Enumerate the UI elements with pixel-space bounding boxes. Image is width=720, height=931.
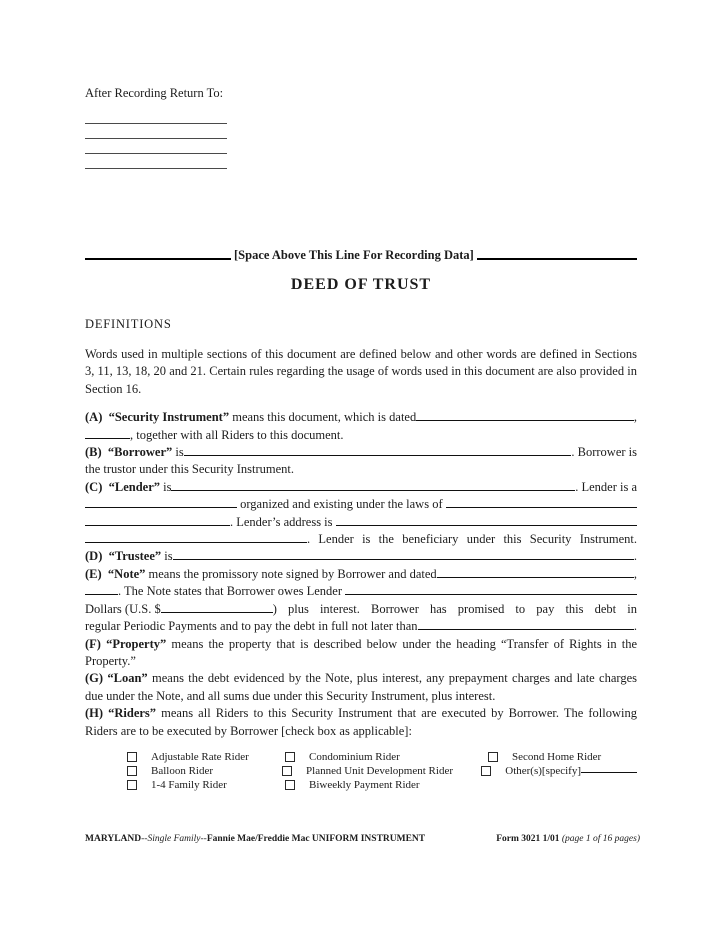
footer-separator: -- xyxy=(141,834,148,844)
rider-item xyxy=(127,751,285,763)
adjustable-rate-rider-checkbox[interactable] xyxy=(127,752,137,762)
definitions-intro: Words used in multiple sections of this document are defined below and other words are defined in Sections 3, 11, 13, 18, 20 and 21. Certain rules regarding the usage of words used in this document are also provided in Section 16. xyxy=(85,347,637,396)
def-h-term: (H) “Riders” xyxy=(85,706,157,721)
lender-name-blank-field[interactable] xyxy=(171,489,575,491)
footer-instrument: Fannie Mae/Freddie Mac UNIFORM INSTRUMENT xyxy=(206,834,426,844)
maturity-date-blank-field[interactable] xyxy=(418,628,634,630)
page-content xyxy=(85,0,637,792)
laws-of-blank-field-2[interactable] xyxy=(85,524,230,526)
def-d-line1 xyxy=(85,548,637,565)
return-to-blank-lines xyxy=(85,109,637,169)
def-e-line3 xyxy=(85,601,637,618)
second-home-rider-checkbox[interactable] xyxy=(488,752,498,762)
def-e-line2 xyxy=(85,583,637,600)
family-rider-checkbox[interactable] xyxy=(127,780,137,790)
def-c-line4-text: . Lender is the beneficiary under this Security Instrument. xyxy=(307,532,637,547)
def-e-punct: , xyxy=(633,566,637,581)
amount-numeric-blank-field[interactable] xyxy=(161,611,273,613)
def-h-paragraph xyxy=(85,705,637,740)
other-specify-blank-field[interactable] xyxy=(581,769,637,773)
def-g-text: means the debt evidenced by the Note, plus interest, any prepayment charges and late charges due under the Note, and all sums due under this Security Instrument, plus interest. xyxy=(85,671,637,703)
def-c-text: is xyxy=(160,479,172,494)
other-rider-checkbox[interactable] xyxy=(481,766,491,776)
footer-form-number xyxy=(496,833,640,845)
def-a-line2-text: , together with all Riders to this document. xyxy=(130,427,344,442)
rider-label: Planned Unit Development Rider xyxy=(306,764,453,777)
def-e-term: (E) “Note” xyxy=(85,566,146,581)
rider-label: Biweekly Payment Rider xyxy=(309,778,420,791)
banner-text: [Space Above This Line For Recording Data] xyxy=(234,248,474,262)
def-e-line2-text: . The Note states that Borrower owes Lender xyxy=(118,584,346,599)
return-to-block xyxy=(85,86,637,169)
footer-separator: -- xyxy=(200,834,207,844)
def-f-paragraph xyxy=(85,636,637,671)
def-c-line1 xyxy=(85,479,637,496)
def-e-line3-text-a: Dollars (U.S. $ xyxy=(85,601,161,616)
return-to-blank-line[interactable] xyxy=(85,154,227,169)
rider-item xyxy=(127,765,282,777)
def-c-line4 xyxy=(85,531,637,548)
def-c-term: (C) “Lender” xyxy=(85,479,160,494)
def-c-line3 xyxy=(85,514,637,531)
lender-address-blank-field[interactable] xyxy=(336,524,637,526)
footer-family: Single Family xyxy=(147,834,201,844)
balloon-rider-checkbox[interactable] xyxy=(127,766,137,776)
rider-label: Second Home Rider xyxy=(512,750,602,763)
rider-label: Other(s)[specify] xyxy=(505,764,581,777)
def-b-line2-text: the trustor under this Security Instrument. xyxy=(85,462,294,477)
def-e-line1 xyxy=(85,566,637,583)
def-h-text: means all Riders to this Security Instrument that are executed by Borrower. The following Riders are to be executed by Borrower [check box as applicable]: xyxy=(85,706,638,738)
page-title: DEED OF TRUST xyxy=(290,276,432,293)
rider-row xyxy=(85,778,637,792)
def-c-line3-text: . Lender’s address is xyxy=(230,514,336,529)
def-f-term: (F) “Property” xyxy=(85,636,167,651)
def-f-text: means the property that is described below under the heading “Transfer of Rights in the Property.” xyxy=(85,636,637,668)
lender-address-blank-field-2[interactable] xyxy=(85,541,307,543)
def-b-term: (B) “Borrower” xyxy=(85,445,173,460)
def-d-punct: . xyxy=(633,549,637,564)
note-year-blank-field[interactable] xyxy=(85,593,118,595)
def-e-line4-text: regular Periodic Payments and to pay the debt in full not later than xyxy=(85,619,418,634)
rider-label: 1-4 Family Rider xyxy=(151,778,227,791)
footer-form-identifier xyxy=(85,833,425,845)
def-a-text: means this document, which is dated xyxy=(229,410,417,425)
footer-form-code: Form 3021 1/01 xyxy=(496,834,562,844)
def-a-punct: , xyxy=(633,410,637,425)
def-b-line1 xyxy=(85,444,637,461)
page-footer xyxy=(85,833,640,845)
borrower-name-blank-field[interactable] xyxy=(184,454,572,456)
rider-item xyxy=(282,765,481,777)
year-blank-field[interactable] xyxy=(85,437,130,439)
rider-item xyxy=(285,751,488,763)
return-to-label: After Recording Return To: xyxy=(85,86,224,100)
def-b-text: is xyxy=(172,445,184,460)
rider-item xyxy=(481,765,637,777)
rider-item xyxy=(285,779,488,791)
return-to-blank-line[interactable] xyxy=(85,109,227,124)
note-date-blank-field[interactable] xyxy=(437,576,634,578)
rider-checkbox-grid xyxy=(85,750,637,792)
planned-unit-development-rider-checkbox[interactable] xyxy=(282,766,292,776)
def-b-line2 xyxy=(85,461,637,478)
def-c-punct: . Lender is a xyxy=(575,479,637,494)
def-b-punct: . Borrower is xyxy=(571,445,637,460)
def-a-line1 xyxy=(85,409,637,426)
rider-label: Adjustable Rate Rider xyxy=(151,750,249,763)
rider-item xyxy=(127,779,285,791)
banner-left-rule xyxy=(85,258,231,260)
def-g-term: (G) “Loan” xyxy=(85,671,148,686)
return-to-blank-line[interactable] xyxy=(85,139,227,154)
condominium-rider-checkbox[interactable] xyxy=(285,752,295,762)
def-a-term: (A) “Security Instrument” xyxy=(85,410,230,425)
def-c-line2-text: organized and existing under the laws of xyxy=(237,497,446,512)
rider-row xyxy=(85,750,637,764)
def-c-line2 xyxy=(85,496,637,513)
amount-words-blank-field[interactable] xyxy=(345,593,637,595)
def-e-line4 xyxy=(85,618,637,635)
trustee-name-blank-field[interactable] xyxy=(173,558,634,560)
footer-page-info: (page 1 of 16 pages) xyxy=(561,834,640,844)
definitions-heading: DEFINITIONS xyxy=(85,317,172,331)
rider-label: Condominium Rider xyxy=(309,750,400,763)
rider-label: Balloon Rider xyxy=(151,764,214,777)
banner-right-rule xyxy=(477,258,637,260)
recording-data-banner xyxy=(85,247,637,263)
laws-of-blank-field[interactable] xyxy=(446,506,637,508)
dated-blank-field[interactable] xyxy=(416,419,634,421)
def-e-line3-text-b: ) plus interest. Borrower has promised to pay this debt in xyxy=(272,601,637,616)
footer-jurisdiction: MARYLAND xyxy=(85,834,142,844)
def-a-line2 xyxy=(85,427,637,444)
return-to-blank-line[interactable] xyxy=(85,124,227,139)
def-d-term: (D) “Trustee” xyxy=(85,549,162,564)
biweekly-payment-rider-checkbox[interactable] xyxy=(285,780,295,790)
def-e-line4-punct: . xyxy=(633,619,637,634)
def-e-text: means the promissory note signed by Borrower and dated xyxy=(145,566,437,581)
def-g-paragraph xyxy=(85,670,637,705)
rider-row xyxy=(85,764,637,778)
definitions-list xyxy=(85,409,637,740)
entity-type-blank-field[interactable] xyxy=(85,506,237,508)
def-d-text: is xyxy=(161,549,173,564)
rider-item xyxy=(488,751,637,763)
